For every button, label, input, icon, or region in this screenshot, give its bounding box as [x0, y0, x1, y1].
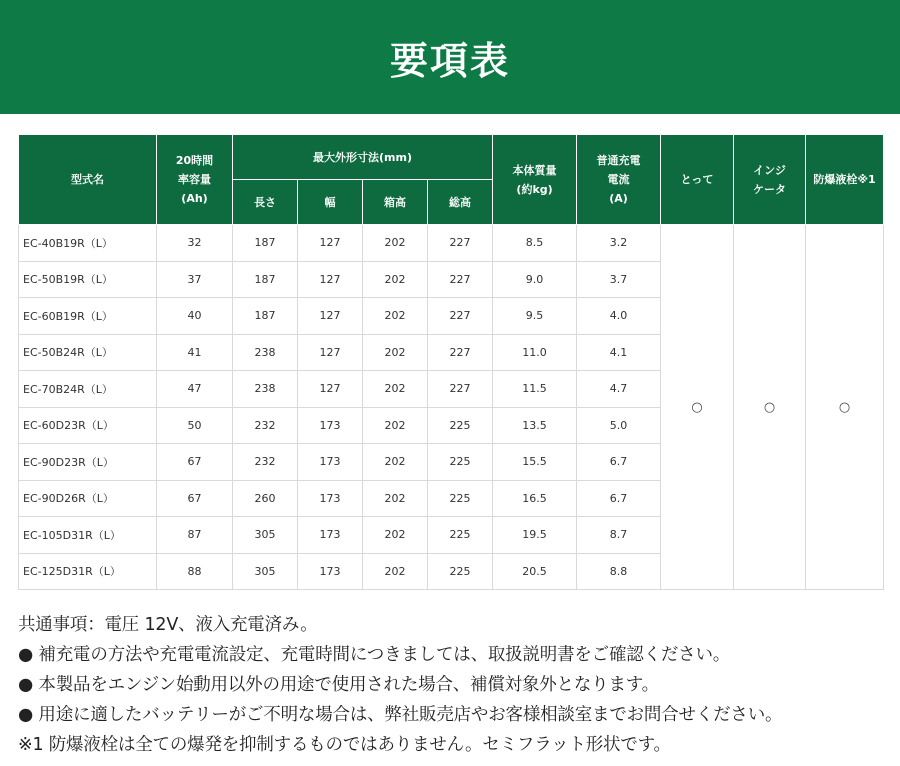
- cell-current: 4.7: [577, 371, 661, 408]
- cell-weight: 16.5: [493, 480, 577, 517]
- header-width: 幅: [298, 180, 363, 225]
- cell-width: 173: [298, 517, 363, 554]
- cell-total-height: 227: [428, 371, 493, 408]
- cell-weight: 20.5: [493, 553, 577, 590]
- cell-model: EC-50B19R（L）: [19, 261, 157, 298]
- cell-capacity: 67: [157, 444, 233, 481]
- cell-length: 260: [233, 480, 298, 517]
- header-handle: とって: [661, 135, 734, 225]
- cell-total-height: 225: [428, 553, 493, 590]
- cell-handle-mark: ○: [661, 225, 734, 590]
- cell-total-height: 227: [428, 261, 493, 298]
- cell-model: EC-125D31R（L）: [19, 553, 157, 590]
- header-capacity: 20時間 率容量 (Ah): [157, 135, 233, 225]
- title-banner: [0, 0, 900, 114]
- cell-capacity: 47: [157, 371, 233, 408]
- cell-model: EC-50B24R（L）: [19, 334, 157, 371]
- cell-model: EC-90D26R（L）: [19, 480, 157, 517]
- cell-box-height: 202: [363, 371, 428, 408]
- cell-box-height: 202: [363, 407, 428, 444]
- header-charge-current: 普通充電 電流 (A): [577, 135, 661, 225]
- note-inquiry: ● 用途に適したバッテリーがご不明な場合は、弊社販売店やお客様相談室までお問合せください。: [18, 705, 783, 725]
- cell-length: 187: [233, 261, 298, 298]
- cell-width: 127: [298, 261, 363, 298]
- cell-length: 238: [233, 371, 298, 408]
- cell-current: 5.0: [577, 407, 661, 444]
- cell-model: EC-40B19R（L）: [19, 225, 157, 262]
- note-explosion-plug: ※1 防爆液栓は全ての爆発を抑制するものではありません。セミフラット形状です。: [18, 735, 671, 755]
- page-title: 要項表: [389, 38, 510, 83]
- cell-width: 173: [298, 480, 363, 517]
- cell-current: 8.8: [577, 553, 661, 590]
- cell-length: 238: [233, 334, 298, 371]
- header-weight: 本体質量 (約kg): [493, 135, 577, 225]
- cell-length: 232: [233, 407, 298, 444]
- cell-capacity: 50: [157, 407, 233, 444]
- cell-model: EC-90D23R（L）: [19, 444, 157, 481]
- header-total-height: 総高: [428, 180, 493, 225]
- cell-model: EC-60D23R（L）: [19, 407, 157, 444]
- cell-width: 173: [298, 407, 363, 444]
- cell-weight: 9.0: [493, 261, 577, 298]
- cell-box-height: 202: [363, 298, 428, 335]
- cell-weight: 11.5: [493, 371, 577, 408]
- cell-weight: 19.5: [493, 517, 577, 554]
- cell-model: EC-60B19R（L）: [19, 298, 157, 335]
- cell-current: 6.7: [577, 444, 661, 481]
- cell-width: 127: [298, 371, 363, 408]
- header-indicator: インジ ケータ: [734, 135, 806, 225]
- cell-width: 127: [298, 298, 363, 335]
- cell-current: 3.7: [577, 261, 661, 298]
- cell-current: 8.7: [577, 517, 661, 554]
- header-length: 長さ: [233, 180, 298, 225]
- cell-weight: 8.5: [493, 225, 577, 262]
- cell-capacity: 41: [157, 334, 233, 371]
- cell-width: 173: [298, 444, 363, 481]
- cell-total-height: 225: [428, 480, 493, 517]
- cell-capacity: 88: [157, 553, 233, 590]
- notes: [18, 610, 898, 760]
- header-dimensions: 最大外形寸法(mm): [233, 135, 493, 180]
- cell-weight: 9.5: [493, 298, 577, 335]
- cell-box-height: 202: [363, 553, 428, 590]
- cell-length: 232: [233, 444, 298, 481]
- table-row: [19, 225, 884, 262]
- cell-box-height: 202: [363, 334, 428, 371]
- cell-weight: 15.5: [493, 444, 577, 481]
- cell-length: 305: [233, 553, 298, 590]
- cell-total-height: 225: [428, 517, 493, 554]
- header-model: 型式名: [19, 135, 157, 225]
- cell-capacity: 32: [157, 225, 233, 262]
- cell-total-height: 227: [428, 334, 493, 371]
- cell-current: 4.1: [577, 334, 661, 371]
- cell-width: 127: [298, 225, 363, 262]
- spec-table: [18, 134, 884, 590]
- cell-total-height: 227: [428, 298, 493, 335]
- note-warranty: ● 本製品をエンジン始動用以外の用途で使用された場合、補償対象外となります。: [18, 675, 659, 695]
- cell-capacity: 37: [157, 261, 233, 298]
- cell-current: 3.2: [577, 225, 661, 262]
- cell-box-height: 202: [363, 444, 428, 481]
- cell-length: 187: [233, 298, 298, 335]
- cell-current: 6.7: [577, 480, 661, 517]
- header-box-height: 箱高: [363, 180, 428, 225]
- cell-length: 305: [233, 517, 298, 554]
- cell-capacity: 40: [157, 298, 233, 335]
- cell-model: EC-70B24R（L）: [19, 371, 157, 408]
- cell-capacity: 87: [157, 517, 233, 554]
- note-recharge: ● 補充電の方法や充電電流設定、充電時間につきましては、取扱説明書をご確認ください。: [18, 645, 731, 665]
- cell-total-height: 227: [428, 225, 493, 262]
- cell-box-height: 202: [363, 517, 428, 554]
- cell-length: 187: [233, 225, 298, 262]
- cell-weight: 13.5: [493, 407, 577, 444]
- cell-box-height: 202: [363, 480, 428, 517]
- cell-total-height: 225: [428, 444, 493, 481]
- note-common: 共通事項：電圧 12V、液入充電済み。: [18, 615, 318, 635]
- cell-box-height: 202: [363, 225, 428, 262]
- cell-width: 127: [298, 334, 363, 371]
- cell-indicator-mark: ○: [734, 225, 806, 590]
- header-explosion-plug: 防爆液栓※1: [806, 135, 884, 225]
- cell-weight: 11.0: [493, 334, 577, 371]
- cell-current: 4.0: [577, 298, 661, 335]
- cell-total-height: 225: [428, 407, 493, 444]
- cell-capacity: 67: [157, 480, 233, 517]
- cell-width: 173: [298, 553, 363, 590]
- cell-explosion-plug-mark: ○: [806, 225, 884, 590]
- cell-model: EC-105D31R（L）: [19, 517, 157, 554]
- cell-box-height: 202: [363, 261, 428, 298]
